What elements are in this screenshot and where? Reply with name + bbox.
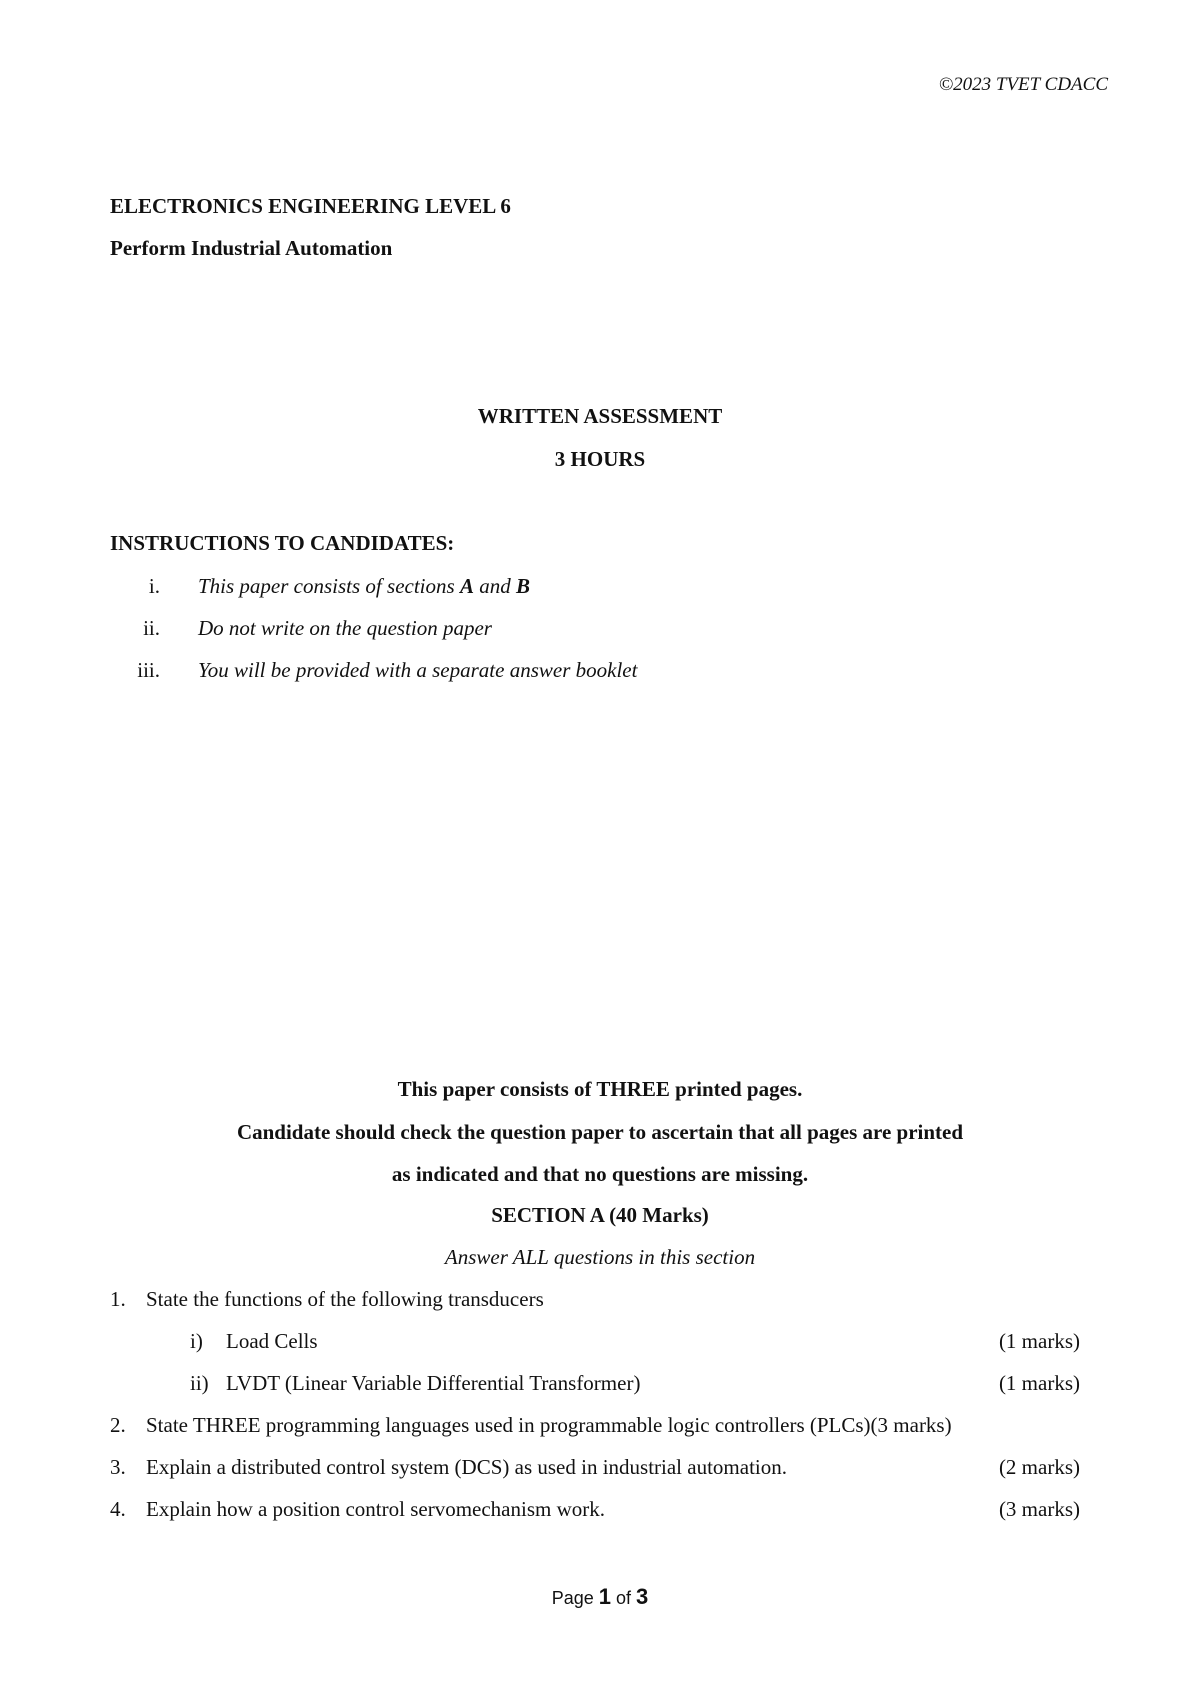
marks-label: (3 marks) xyxy=(998,1497,1080,1521)
page-number: 1 xyxy=(598,1584,611,1609)
instruction-number: iii. xyxy=(137,658,160,682)
marks-label: (2 marks) xyxy=(998,1455,1080,1479)
of-word: of xyxy=(616,1588,632,1608)
question-1-sub-ii xyxy=(190,1371,1080,1396)
marks-label: (1 marks) xyxy=(998,1371,1080,1395)
page-footer xyxy=(0,1584,1200,1610)
marks-label: (1 marks) xyxy=(998,1329,1080,1353)
question-text: State THREE programming languages used in programmable logic controllers (PLCs)(3 marks) xyxy=(146,1413,952,1437)
instruction-text: You will be provided with a separate answer booklet xyxy=(198,658,638,682)
sub-question-number: ii) xyxy=(190,1371,209,1395)
question-number: 1. xyxy=(110,1287,126,1311)
question-1 xyxy=(110,1287,1080,1312)
page-word: Page xyxy=(551,1588,594,1608)
question-number: 2. xyxy=(110,1413,126,1437)
sub-question-text: LVDT (Linear Variable Differential Transformer) xyxy=(226,1371,641,1395)
course-title: ELECTRONICS ENGINEERING LEVEL 6 xyxy=(110,194,511,218)
question-number: 4. xyxy=(110,1497,126,1521)
question-1-sub-i xyxy=(190,1329,1080,1354)
instruction-item xyxy=(110,658,910,683)
sub-question-number: i) xyxy=(190,1329,203,1353)
instruction-number: i. xyxy=(148,574,160,598)
instruction-number: ii. xyxy=(143,616,160,640)
sub-question-text: Load Cells xyxy=(226,1329,318,1353)
question-number: 3. xyxy=(110,1455,126,1479)
instruction-text: Do not write on the question paper xyxy=(198,616,492,640)
question-3 xyxy=(110,1455,1080,1480)
unit-title: Perform Industrial Automation xyxy=(110,236,393,260)
instructions-heading: INSTRUCTIONS TO CANDIDATES: xyxy=(110,531,455,555)
section-a-heading: SECTION A (40 Marks) xyxy=(491,1203,709,1227)
question-2 xyxy=(110,1413,1080,1438)
instruction-item xyxy=(110,574,910,599)
check-notice-line1: Candidate should check the question paper to ascertain that all pages are printed xyxy=(236,1120,964,1144)
assessment-type: WRITTEN ASSESSMENT xyxy=(477,404,723,428)
assessment-duration: 3 HOURS xyxy=(554,447,646,471)
pages-notice: This paper consists of THREE printed pages. xyxy=(397,1077,803,1101)
question-text: State the functions of the following transducers xyxy=(146,1287,544,1311)
instruction-text: This paper consists of sections A and B xyxy=(198,574,530,598)
question-4 xyxy=(110,1497,1080,1522)
instruction-item xyxy=(110,616,910,641)
question-text: Explain how a position control servomechanism work. xyxy=(146,1497,605,1521)
page-total: 3 xyxy=(636,1584,649,1609)
copyright-notice: ©2023 TVET CDACC xyxy=(938,74,1108,95)
question-text: Explain a distributed control system (DCS) as used in industrial automation. xyxy=(146,1455,787,1479)
check-notice-line2: as indicated and that no questions are missing. xyxy=(391,1162,809,1186)
section-a-instruction: Answer ALL questions in this section xyxy=(444,1245,756,1269)
